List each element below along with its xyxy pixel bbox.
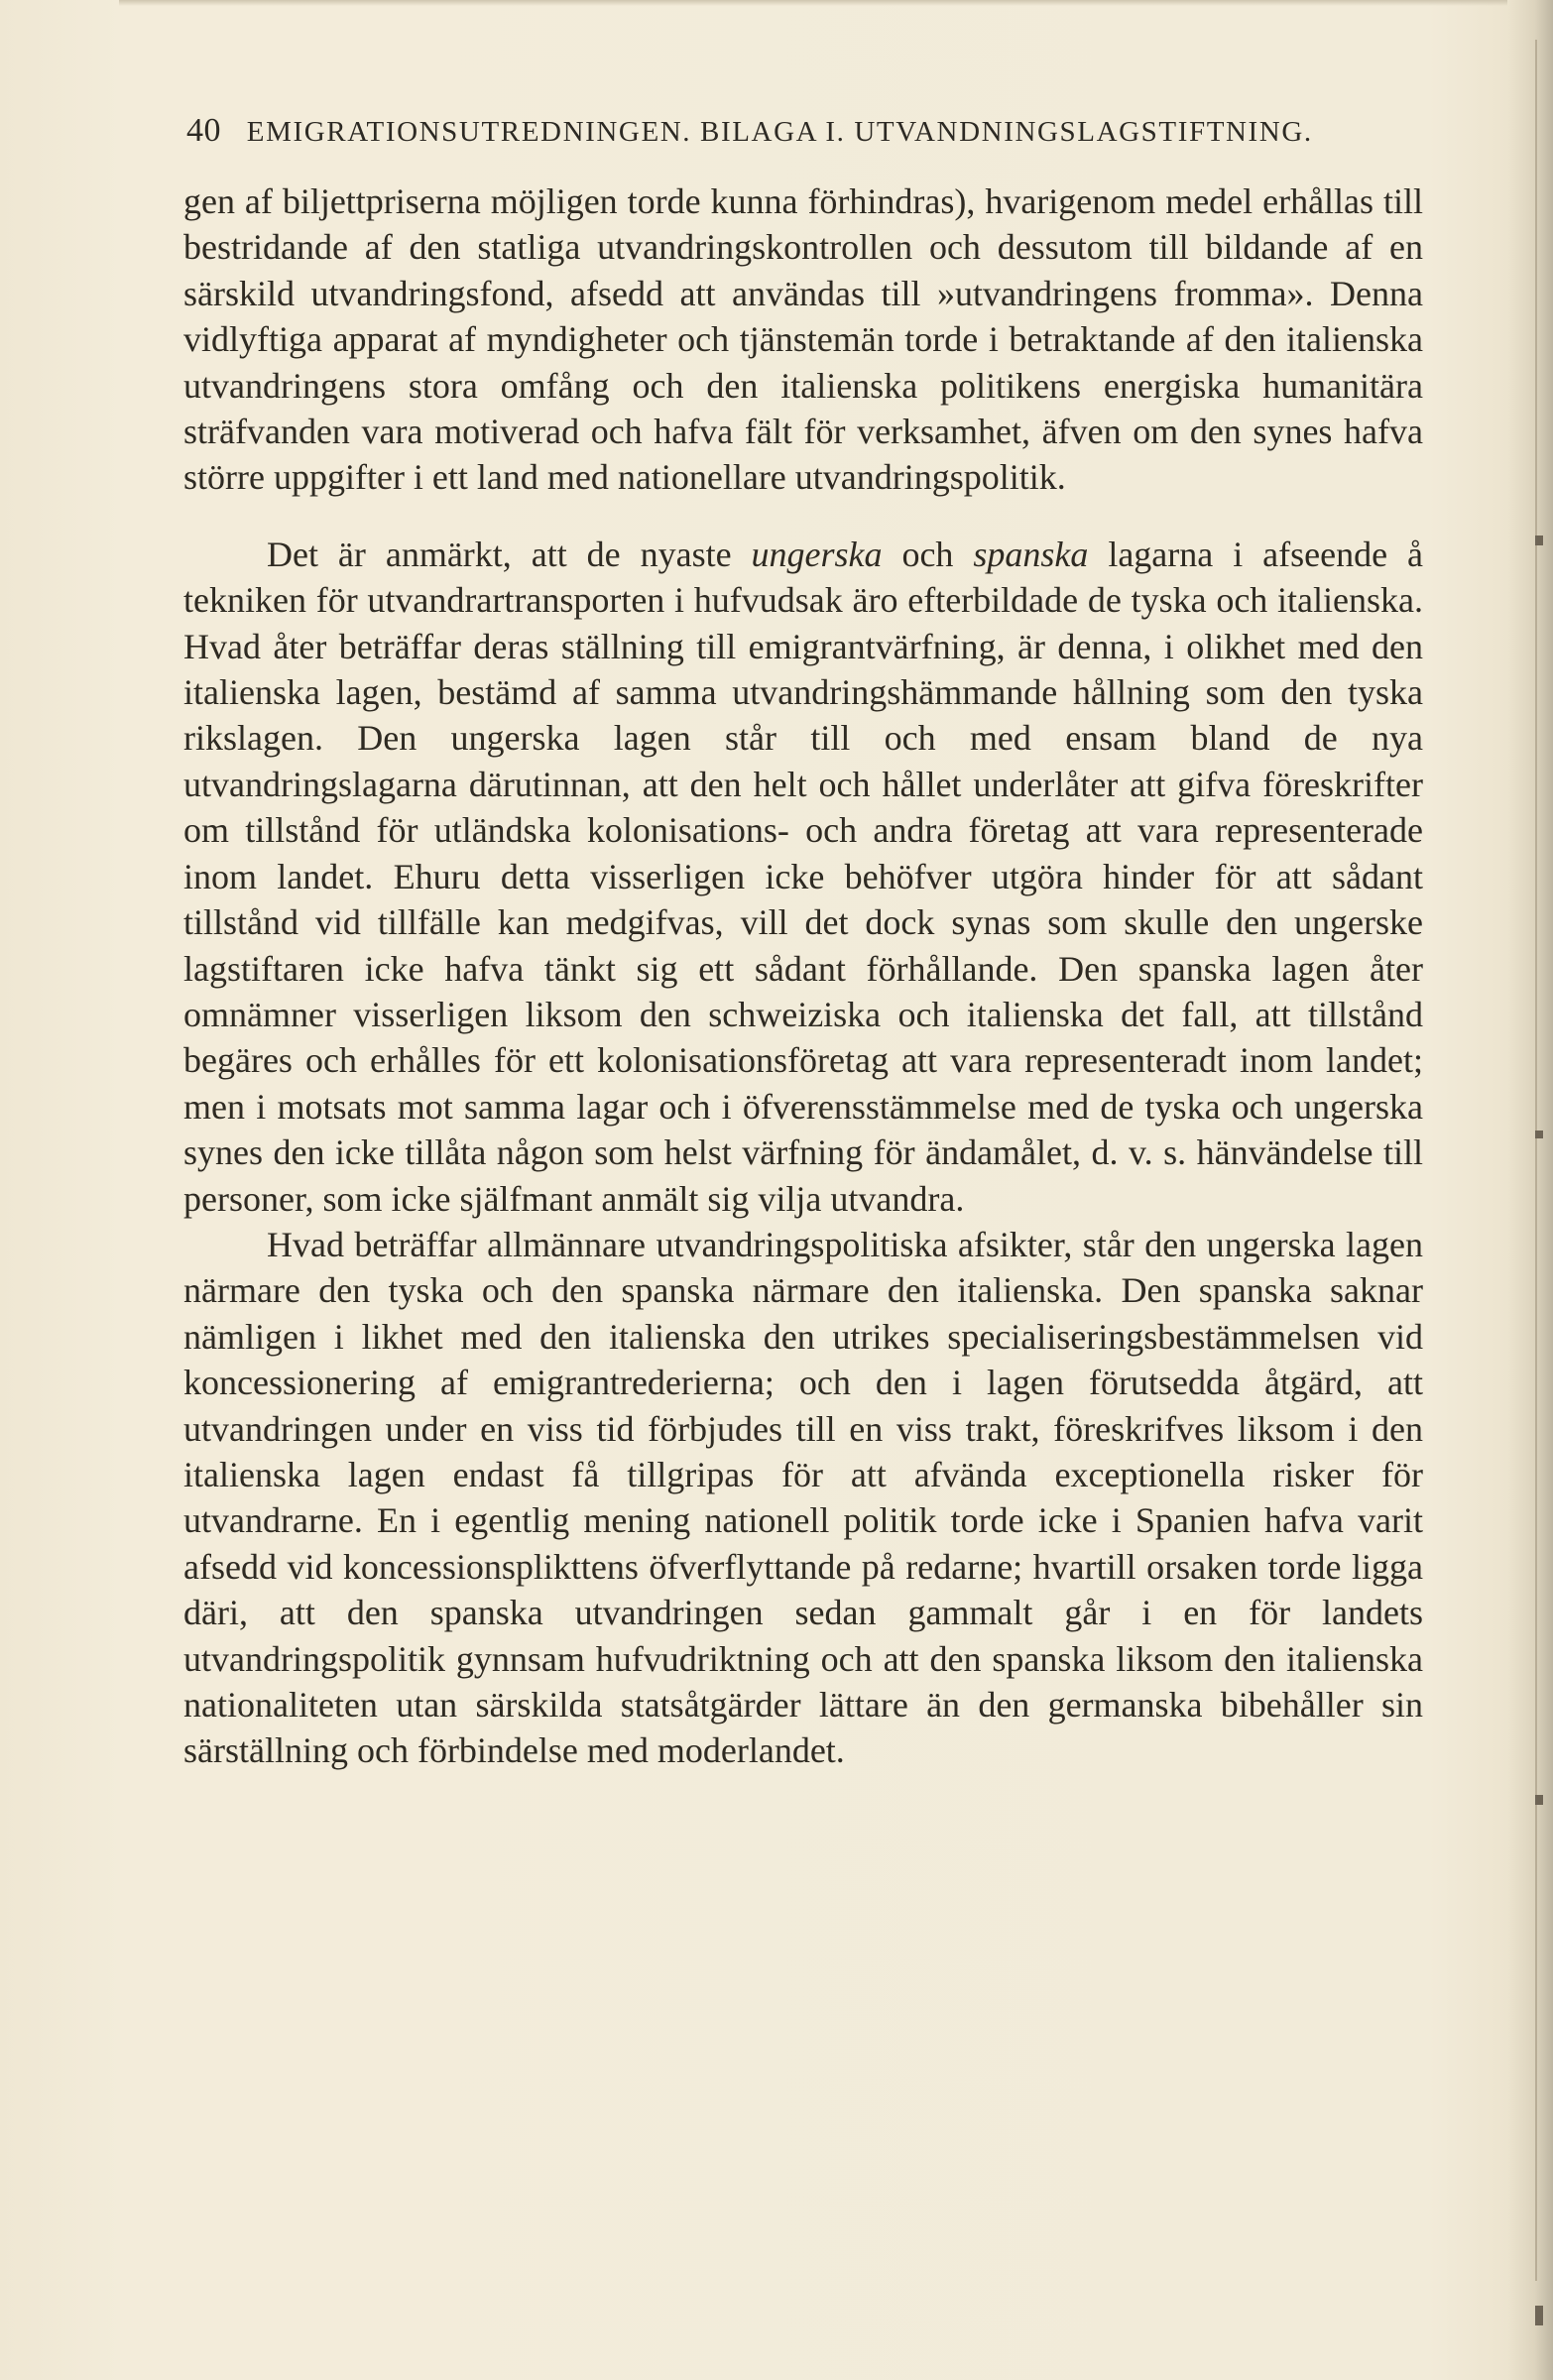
body-text: [183, 178, 1423, 1774]
running-header: [186, 112, 1426, 156]
paragraph-text: Det är anmärkt, att de nyaste: [267, 534, 752, 574]
paragraph: gen af biljettpriserna möjligen torde kunna förhindras), hvarigenom medel erhållas till bestridande af den statliga utvandringskontrollen och dessutom till bildande af en särskild utvandringsfond, afsedd att användas till »utvandringens fromma». Denna vidlyftiga apparat af myndigheter och tjänstemän torde i betraktande af den italienska utvandringens stora omfång och den italienska politikens energiska humanitära sträfvanden vara motiverad och hafva fält för verksamhet, äfven om den synes hafva större uppgifter i ett land med nationellare utvandringspolitik.: [183, 181, 1423, 498]
paragraph: [183, 532, 1423, 1222]
edge-mark: [1535, 1795, 1543, 1805]
page-top-edge: [119, 0, 1507, 6]
edge-mark: [1535, 536, 1543, 545]
page-number: 40: [186, 112, 221, 149]
binding-edge-line: [1535, 40, 1537, 2281]
page-right-edge-shadow: [1507, 0, 1553, 2380]
emphasized-word: spanska: [973, 534, 1089, 574]
edge-mark: [1535, 1130, 1543, 1138]
running-title: EMIGRATIONSUTREDNINGEN. BILAGA I. UTVANDNINGSLAGSTIFTNING.: [246, 116, 1313, 148]
paragraph-text: lagarna i afseende å tekniken för utvandrartransporten i hufvudsak äro efterbildade de tyska och italienska. Hvad åter beträffar deras ställning till emigrantvärfning, är denna, i olikhet med den italienska lagen, bestämd af samma utvandringshämmande hållning som den tyska rikslagen. Den ungerska lagen står till och med ensam bland de nya utvandringslagarna därutinnan, att den helt och hållet underlåter att gifva föreskrifter om tillstånd för utländska kolonisations- och andra företag att vara representerade inom landet. Ehuru detta visserligen icke behöfver utgöra hinder för att sådant tillstånd vid tillfälle kan medgifvas, vill det dock synas som skulle den ungerske lagstiftaren icke hafva tänkt sig ett sådant förhållande. Den spanska lagen åter omnämner visserligen liksom den schweiziska och italienska det fall, att tillstånd begäres och erhålles för ett kolonisationsföretag att vara representeradt inom landet; men i motsats mot samma lagar och i öfverensstämmelse med de tyska och ungerska synes den icke tillåta någon som helst värfning för ändamålet, d. v. s. hänvändelse till personer, som icke själfmant anmält sig vilja utvandra.: [183, 534, 1423, 1219]
paragraph-text: och: [882, 534, 974, 574]
emphasized-word: ungerska: [751, 534, 883, 574]
paragraph: Hvad beträffar allmännare utvandringspolitiska afsikter, står den ungerska lagen närmare den tyska och den spanska närmare den italienska. Den spanska saknar nämligen i likhet med den italienska den utrikes specialiseringsbestämmelsen vid koncessionering af emigrantrederierna; och den i lagen förutsedda åtgärd, att utvandringen under en viss tid förbjudes till en viss trakt, föreskrifves liksom i den italienska lagen endast få tillgripas för att afvända exceptionella risker för utvandrarne. En i egentlig mening nationell politik torde icke i Spanien hafva varit afsedd vid koncessionsplikttens öfverflyttande på redarne; hvartill orsaken torde ligga däri, att den spanska utvandringen sedan gammalt går i en för landets utvandringspolitik gynnsam hufvudriktning och att den spanska liksom den italienska nationaliteten utan särskilda statsåtgärder lättare än den germanska bibehåller sin särställning och förbindelse med moderlandet.: [183, 1224, 1423, 1771]
edge-mark: [1535, 2306, 1543, 2325]
